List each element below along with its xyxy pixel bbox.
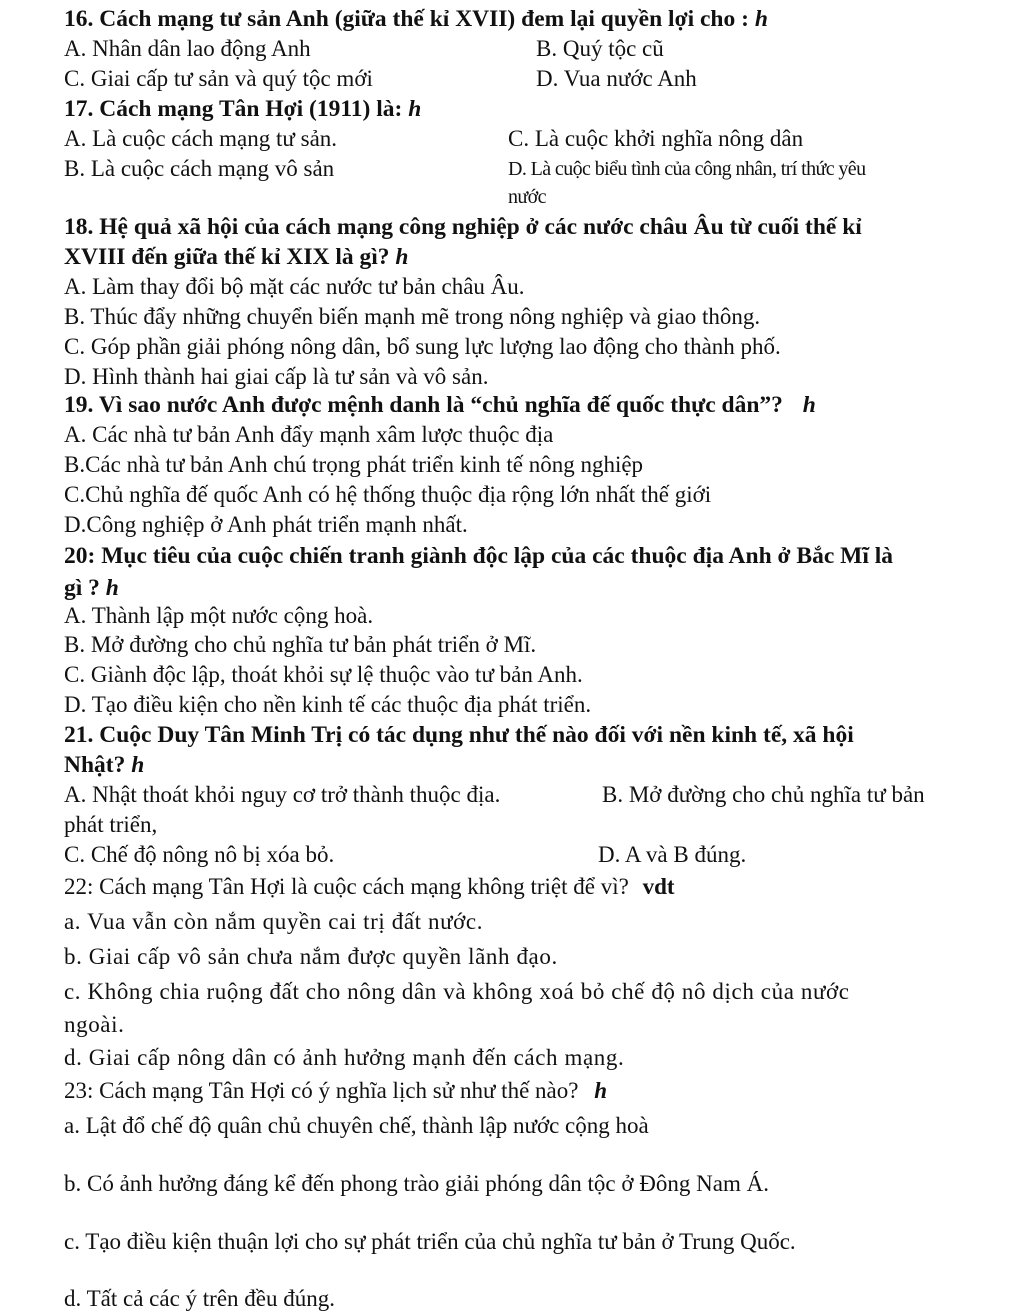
- q21-row-cd: [64, 840, 984, 870]
- q19-mark: h: [802, 392, 816, 418]
- q22-option-b: b. Giai cấp vô sản chưa nắm được quyền lãnh đạo.: [64, 944, 558, 969]
- q19-question: [64, 390, 984, 420]
- q22-option-c: c. Không chia ruộng đất cho nông dân và không xoá bỏ chế độ nô dịch của nước: [64, 979, 850, 1004]
- q16-row-cd: [64, 64, 984, 94]
- q21-option-b: B. Mở đường cho chủ nghĩa tư bản: [602, 782, 925, 807]
- q22-option-c-continued: ngoài.: [64, 1012, 125, 1037]
- q20-question-line2: [64, 573, 984, 603]
- q16-option-c: C. Giai cấp tư sản và quý tộc mới: [64, 66, 373, 91]
- q21-mark: h: [131, 752, 145, 778]
- q18-option-b: B. Thúc đẩy những chuyển biến mạnh mẽ trong nông nghiệp và giao thông.: [64, 304, 761, 329]
- q18-mark: h: [395, 244, 409, 270]
- q20-question-line1: 20: Mục tiêu của cuộc chiến tranh giành độc lập của các thuộc địa Anh ở Bắc Mĩ là: [64, 543, 894, 569]
- q20-option-c: C. Giành độc lập, thoát khỏi sự lệ thuộc vào tư bản Anh.: [64, 662, 583, 687]
- q18-option-a: A. Làm thay đổi bộ mặt các nước tư bản châu Âu.: [64, 274, 525, 299]
- q20-mark: h: [105, 575, 119, 601]
- q21-option-d: D. A và B đúng.: [598, 842, 747, 867]
- q18-option-c: C. Góp phần giải phóng nông dân, bổ sung lực lượng lao động cho thành phố.: [64, 334, 781, 359]
- q20-option-d: D. Tạo điều kiện cho nền kinh tế các thuộc địa phát triển.: [64, 692, 592, 717]
- q16-option-a: A. Nhân dân lao động Anh: [64, 36, 311, 61]
- q16-question-text: 16. Cách mạng tư sản Anh (giữa thế kỉ XVII) đem lại quyền lợi cho :: [64, 6, 749, 32]
- q23-option-c: c. Tạo điều kiện thuận lợi cho sự phát triển của chủ nghĩa tư bản ở Trung Quốc.: [64, 1229, 796, 1254]
- q21-question-text: Nhật?: [64, 752, 126, 778]
- q20-option-a: A. Thành lập một nước cộng hoà.: [64, 603, 374, 628]
- q18-question-line2: [64, 242, 984, 272]
- q17-option-d: D. Là cuộc biểu tình của công nhân, trí thức yêu: [508, 158, 866, 180]
- q16-question: [64, 4, 984, 34]
- q22-option-a: a. Vua vẫn còn nắm quyền cai trị đất nước.: [64, 909, 484, 934]
- q23-option-b: b. Có ảnh hưởng đáng kể đến phong trào giải phóng dân tộc ở Đông Nam Á.: [64, 1171, 769, 1196]
- q20-question-text: gì ?: [64, 575, 100, 601]
- q19-option-d: D.Công nghiệp ở Anh phát triển mạnh nhất.: [64, 512, 468, 537]
- q21-option-c: C. Chế độ nông nô bị xóa bỏ.: [64, 842, 335, 867]
- q17-option-c: C. Là cuộc khởi nghĩa nông dân: [508, 126, 804, 151]
- q19-option-c: C.Chủ nghĩa đế quốc Anh có hệ thống thuộc địa rộng lớn nhất thế giới: [64, 482, 712, 507]
- q21-question-line1: 21. Cuộc Duy Tân Minh Trị có tác dụng như thế nào đối với nền kinh tế, xã hội: [64, 722, 854, 748]
- q20-option-b: B. Mở đường cho chủ nghĩa tư bản phát triển ở Mĩ.: [64, 632, 537, 657]
- q17-mark: h: [408, 96, 422, 122]
- q16-mark: h: [754, 6, 768, 32]
- q21-row-ab: [64, 780, 984, 810]
- q17-row-bd: [64, 154, 984, 184]
- q23-option-d: d. Tất cả các ý trên đều đúng.: [64, 1286, 335, 1311]
- q22-mark: vdt: [642, 874, 675, 899]
- q19-option-b: B.Các nhà tư bản Anh chú trọng phát triển kinh tế nông nghiệp: [64, 452, 644, 477]
- q22-question-text: 22: Cách mạng Tân Hợi là cuộc cách mạng không triệt để vì?: [64, 874, 629, 899]
- q21-option-a: A. Nhật thoát khỏi nguy cơ trở thành thuộc địa.: [64, 782, 501, 807]
- q23-mark: h: [594, 1078, 607, 1103]
- q18-question-text: XVIII đến giữa thế kỉ XIX là gì?: [64, 244, 390, 270]
- q16-row-ab: [64, 34, 984, 64]
- q17-option-a: A. Là cuộc cách mạng tư sản.: [64, 126, 338, 151]
- q17-row-ac: [64, 124, 984, 154]
- q16-option-b: B. Quý tộc cũ: [536, 36, 664, 61]
- q19-option-a: A. Các nhà tư bản Anh đẩy mạnh xâm lược thuộc địa: [64, 422, 554, 447]
- q23-question: [64, 1076, 984, 1106]
- q23-option-a: a. Lật đổ chế độ quân chủ chuyên chế, thành lập nước cộng hoà: [64, 1113, 649, 1138]
- q22-question: [64, 872, 984, 902]
- q21-question-line2: [64, 750, 984, 780]
- q19-question-text: 19. Vì sao nước Anh được mệnh danh là “chủ nghĩa đế quốc thực dân”?: [64, 392, 783, 418]
- q23-question-text: 23: Cách mạng Tân Hợi có ý nghĩa lịch sử như thế nào?: [64, 1078, 579, 1103]
- q21-option-b-continued: phát triển,: [64, 812, 158, 837]
- q22-option-d: d. Giai cấp nông dân có ảnh hưởng mạnh đến cách mạng.: [64, 1045, 625, 1070]
- q18-question-line1: 18. Hệ quả xã hội của cách mạng công nghiệp ở các nước châu Âu từ cuối thế kỉ: [64, 214, 862, 240]
- q17-option-d-continued: nước: [508, 186, 546, 208]
- q18-option-d: D. Hình thành hai giai cấp là tư sản và vô sản.: [64, 364, 489, 389]
- q17-question-text: 17. Cách mạng Tân Hợi (1911) là:: [64, 96, 403, 122]
- q16-option-d: D. Vua nước Anh: [536, 66, 697, 91]
- q17-option-b: B. Là cuộc cách mạng vô sản: [64, 156, 335, 181]
- q17-question: [64, 94, 984, 124]
